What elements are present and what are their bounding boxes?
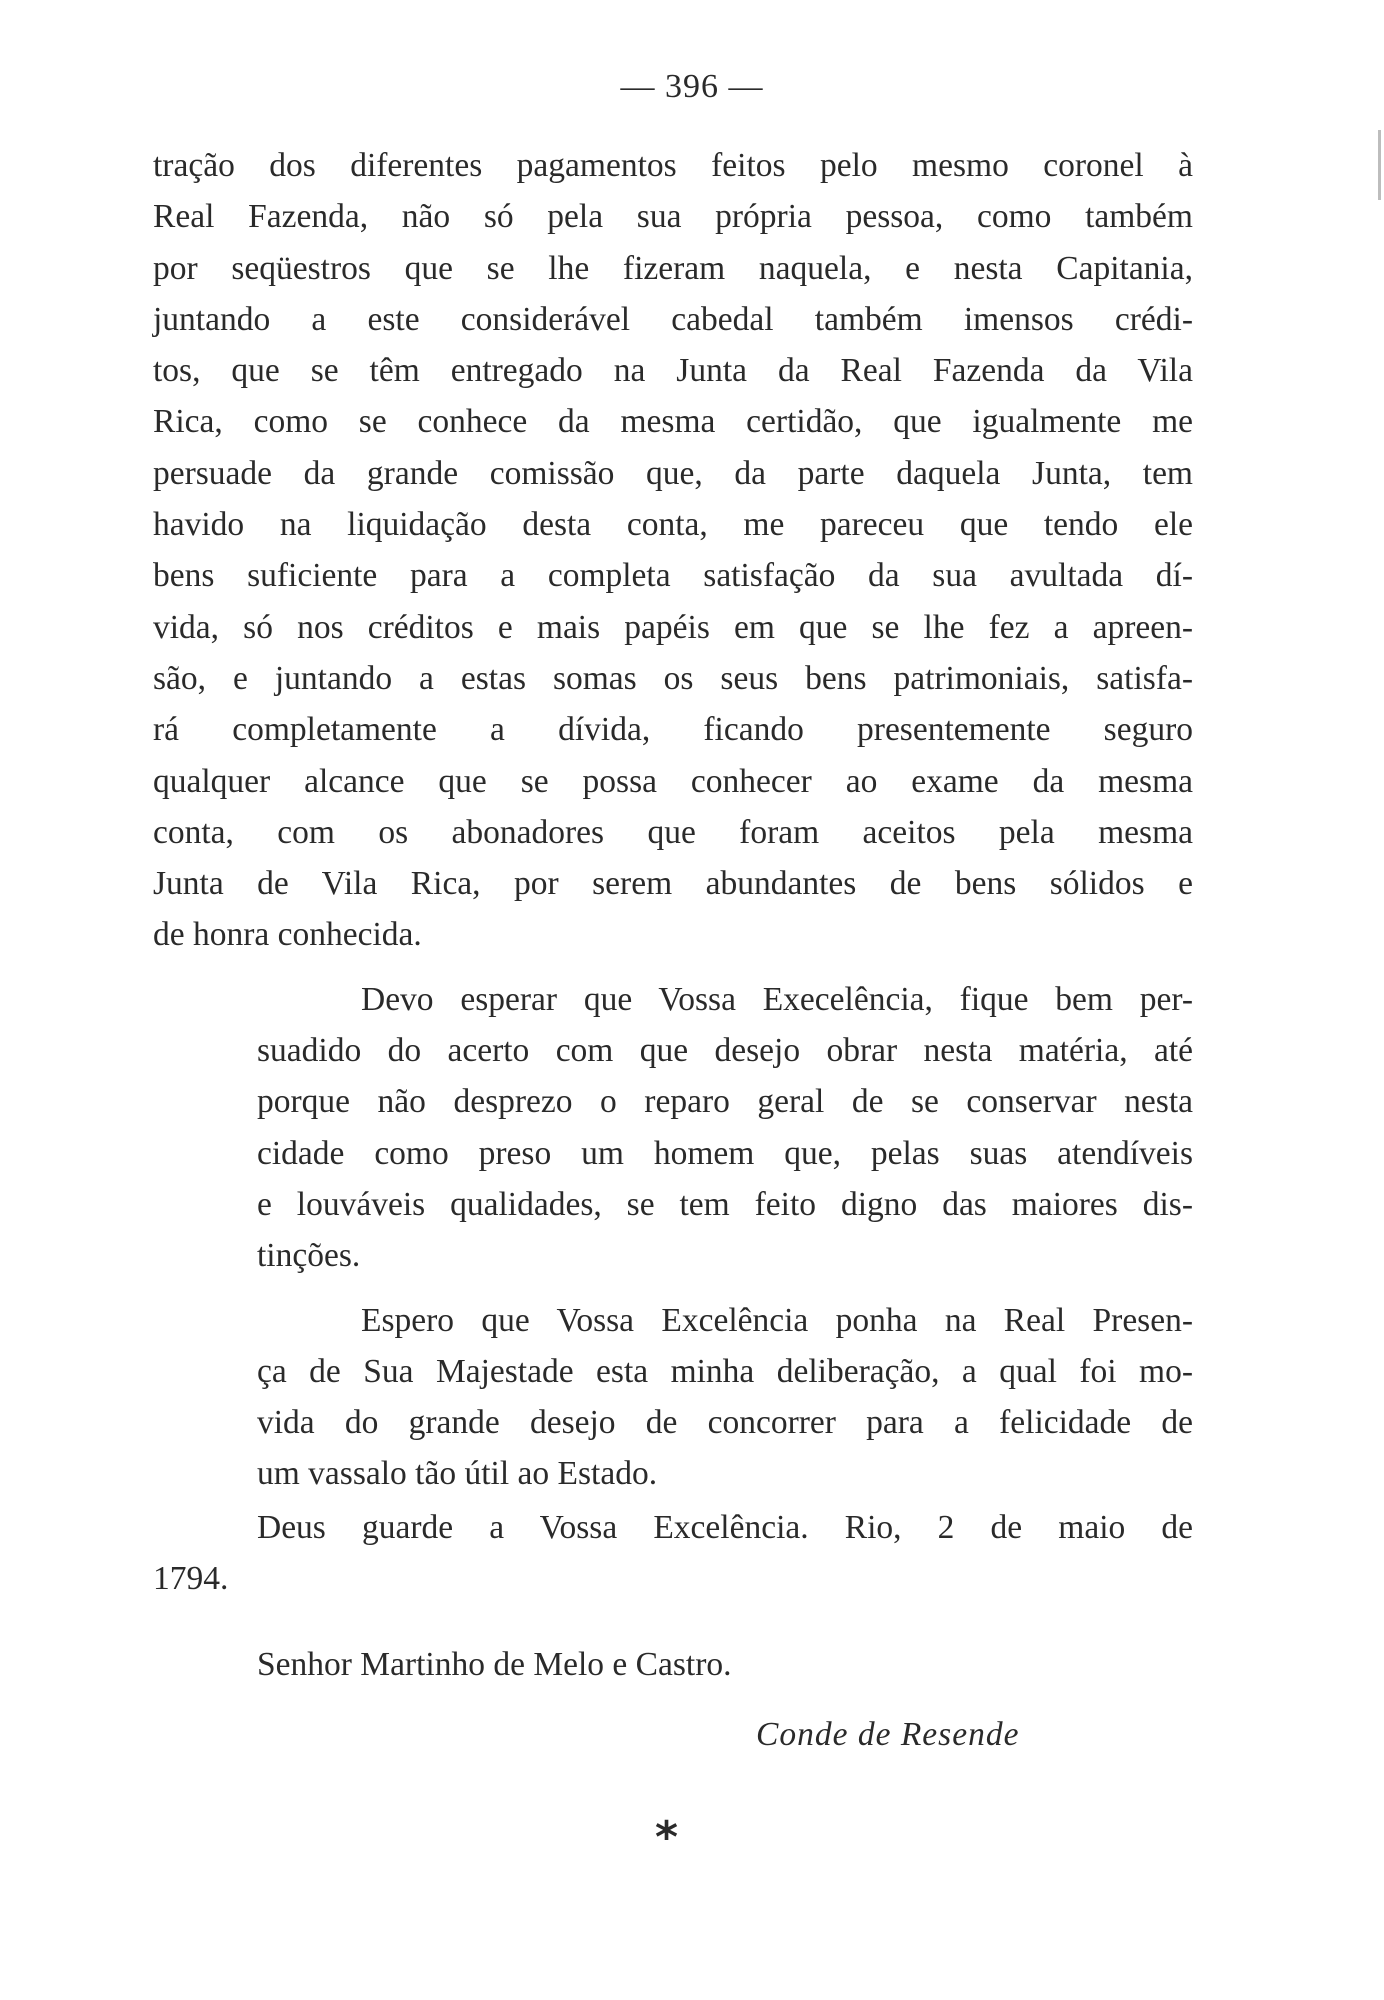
text-line: Real Fazenda, não só pela sua própria pessoa, como também: [153, 198, 1193, 236]
text-line: Devo esperar que Vossa Execelência, fique bem per-: [361, 980, 1193, 1018]
text-line: cidade como preso um homem que, pelas suas atendíveis: [257, 1134, 1193, 1172]
paragraph-3: [153, 1295, 1193, 1500]
text-line: e louváveis qualidades, se tem feito digno das maiores dis-: [257, 1185, 1193, 1223]
text-line: por seqüestros que se lhe fizeram naquela, e nesta Capitania,: [153, 249, 1193, 287]
letter-body: [153, 140, 1193, 1500]
text-line: Espero que Vossa Excelência ponha na Real Presen-: [361, 1301, 1193, 1339]
closing-paragraph: [153, 1502, 1193, 1605]
text-line: juntando a este considerável cabedal também imensos crédi-: [153, 300, 1193, 338]
text-line: conta, com os abonadores que foram aceitos pela mesma: [153, 813, 1193, 851]
text-line: Deus guarde a Vossa Excelência. Rio, 2 de maio de: [257, 1509, 1193, 1546]
paragraph-2: [153, 974, 1193, 1282]
text-line: de honra conhecida.: [153, 916, 422, 954]
text-line: vida, só nos créditos e mais papéis em que se lhe fez a apreen-: [153, 608, 1193, 646]
text-line: ça de Sua Majestade esta minha deliberação, a qual foi mo-: [257, 1352, 1193, 1390]
paragraph-1: [153, 140, 1193, 961]
text-line: vida do grande desejo de concorrer para a felicidade de: [257, 1404, 1193, 1442]
scan-edge-mark: [1378, 130, 1381, 200]
text-line: tinções.: [257, 1237, 361, 1275]
text-line: Rica, como se conhece da mesma certidão, que igualmente me: [153, 403, 1193, 441]
text-line: tração dos diferentes pagamentos feitos pelo mesmo coronel à: [153, 147, 1193, 184]
text-line: Junta de Vila Rica, por serem abundantes de bens sólidos e: [153, 865, 1193, 903]
text-line: 1794.: [153, 1560, 229, 1598]
text-line: havido na liquidação desta conta, me pareceu que tendo ele: [153, 506, 1193, 544]
text-line: porque não desprezo o reparo geral de se conservar nesta: [257, 1083, 1193, 1121]
text-line: qualquer alcance que se possa conhecer ao exame da mesma: [153, 762, 1193, 800]
text-line: são, e juntando a estas somas os seus bens patrimoniais, satisfa-: [153, 659, 1193, 697]
text-line: rá completamente a dívida, ficando presentemente seguro: [153, 711, 1193, 749]
asterisk-ornament: *: [655, 1812, 679, 1863]
page-number: — 396 —: [620, 68, 764, 105]
text-line: um vassalo tão útil ao Estado.: [257, 1455, 658, 1493]
addressee-line: Senhor Martinho de Melo e Castro.: [257, 1646, 732, 1683]
text-line: bens suficiente para a completa satisfação da sua avultada dí-: [153, 557, 1193, 595]
text-line: persuade da grande comissão que, da parte daquela Junta, tem: [153, 454, 1193, 492]
text-line: tos, que se têm entregado na Junta da Real Fazenda da Vila: [153, 352, 1193, 390]
signature: Conde de Resende: [756, 1716, 1020, 1753]
text-line: suadido do acerto com que desejo obrar nesta matéria, até: [257, 1032, 1193, 1070]
